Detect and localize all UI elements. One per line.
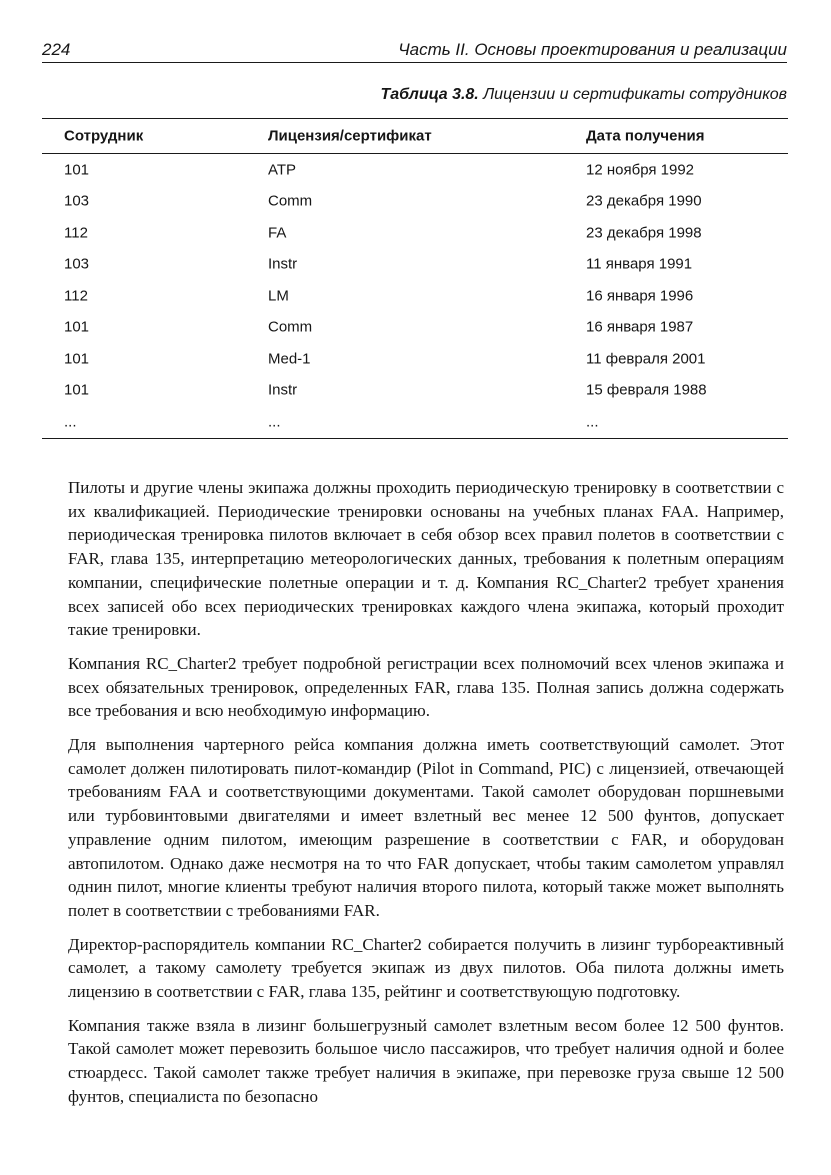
cell-license: FA: [268, 224, 287, 242]
table-caption-text: Лицензии и сертификаты сотрудников: [478, 86, 787, 103]
page-header: [42, 40, 787, 63]
table-row: [42, 154, 788, 186]
cell-employee: 103: [64, 192, 90, 210]
cell-date: 11 января 1991: [586, 255, 693, 273]
running-title: Часть II. Основы проектирования и реализации: [398, 40, 787, 59]
cell-license: ...: [268, 413, 281, 431]
table-row: [42, 280, 788, 312]
cell-license: LM: [268, 287, 289, 305]
cell-date: ...: [586, 413, 599, 431]
cell-employee: 101: [64, 381, 90, 399]
licenses-table: [42, 118, 788, 439]
cell-date: 23 декабря 1990: [586, 192, 702, 210]
cell-employee: 101: [64, 318, 90, 336]
table-caption: [381, 86, 788, 104]
column-header-employee: Сотрудник: [64, 127, 144, 145]
table-caption-label: Таблица 3.8.: [380, 86, 479, 103]
cell-date: 11 февраля 2001: [586, 350, 706, 368]
cell-employee: ...: [64, 413, 77, 431]
table-header-row: [42, 119, 788, 154]
table-row: [42, 343, 788, 375]
cell-license: Comm: [268, 192, 313, 210]
cell-date: 23 декабря 1998: [586, 224, 702, 242]
cell-date: 12 ноября 1992: [586, 161, 695, 179]
table-row: [42, 186, 788, 218]
cell-employee: 112: [64, 287, 88, 305]
cell-date: 15 февраля 1988: [586, 381, 707, 399]
cell-employee: 101: [64, 161, 90, 179]
cell-license: Med-1: [268, 350, 311, 368]
column-header-date: Дата получения: [586, 127, 705, 145]
cell-license: Instr: [268, 381, 298, 399]
table-row: [42, 375, 788, 407]
body-text: [68, 476, 784, 1119]
paragraph: Компания RC_Charter2 требует подробной регистрации всех полномочий всех членов экипажа и всех обязательных тренировок, определенных FAR, глава 135. Полная запись должна содержать все требования и всю необходимую информацию.: [68, 653, 784, 721]
paragraph: Директор-распорядитель компании RC_Charter2 собирается получить в лизинг турбореактивный самолет, а такому самолету требуется экипаж из двух пилотов. Оба пилота должны иметь лицензию в соответствии с FAR, глава 135, рейтинг и соответствующую подготовку.: [68, 934, 784, 1002]
paragraph: Для выполнения чартерного рейса компания должна иметь соответствующий самолет. Этот самолет должен пилотировать пилот-командир (Pilot in Command, PIC) с лицензией, отвечающей требованиям FAA и соответствующими документами. Такой самолет оборудован поршневыми или турбовинтовыми двигателями и имеет взлетный вес менее 12 500 фунтов, допускает управление одним пилотом, имеющим разрешение в соответствии с FAR, и оборудован автопилотом. Однако даже несмотря на то что FAR допускает, чтобы таким самолетом управлял однин пилот, многие клиенты требуют наличия второго пилота, который также может выполнять полет в соответствии с требованиями FAR.: [68, 735, 784, 920]
paragraph: Компания также взяла в лизинг большегрузный самолет взлетным весом более 12 500 фунтов. Такой самолет может перевозить большое число пассажиров, что требует наличия одной и более стюардесс. Такой самолет также требует наличия в экипаже, при перевозке груза свыше 12 500 фунтов, специалиста по безопасно: [68, 1015, 784, 1106]
cell-employee: 103: [64, 255, 90, 273]
cell-date: 16 января 1996: [586, 287, 694, 305]
table-row: [42, 312, 788, 344]
cell-license: Comm: [268, 318, 313, 336]
cell-license: Instr: [268, 255, 298, 273]
table-row: [42, 249, 788, 281]
table-row: [42, 217, 788, 249]
table-row: [42, 406, 788, 438]
cell-date: 16 января 1987: [586, 318, 694, 336]
column-header-license: Лицензия/сертификат: [268, 127, 432, 145]
paragraph: Пилоты и другие члены экипажа должны проходить периодическую тренировку в соответствии с их квалификацией. Периодические тренировки основаны на учебных планах FAA. Например, периодическая тренировка пилотов включает в себя обзор всех правил полетов в соответствии с FAR, глава 135, интерпретацию метеорологических данных, требования к полетным операциям компании, специфические полетные операции и т. д. Компания RC_Charter2 требует хранения всех записей обо всех периодических тренировках каждого члена экипажа, который проходит такие тренировки.: [68, 478, 784, 640]
page-number: 224: [42, 40, 71, 59]
cell-license: ATP: [268, 161, 297, 179]
cell-employee: 112: [64, 224, 88, 242]
cell-employee: 101: [64, 350, 90, 368]
